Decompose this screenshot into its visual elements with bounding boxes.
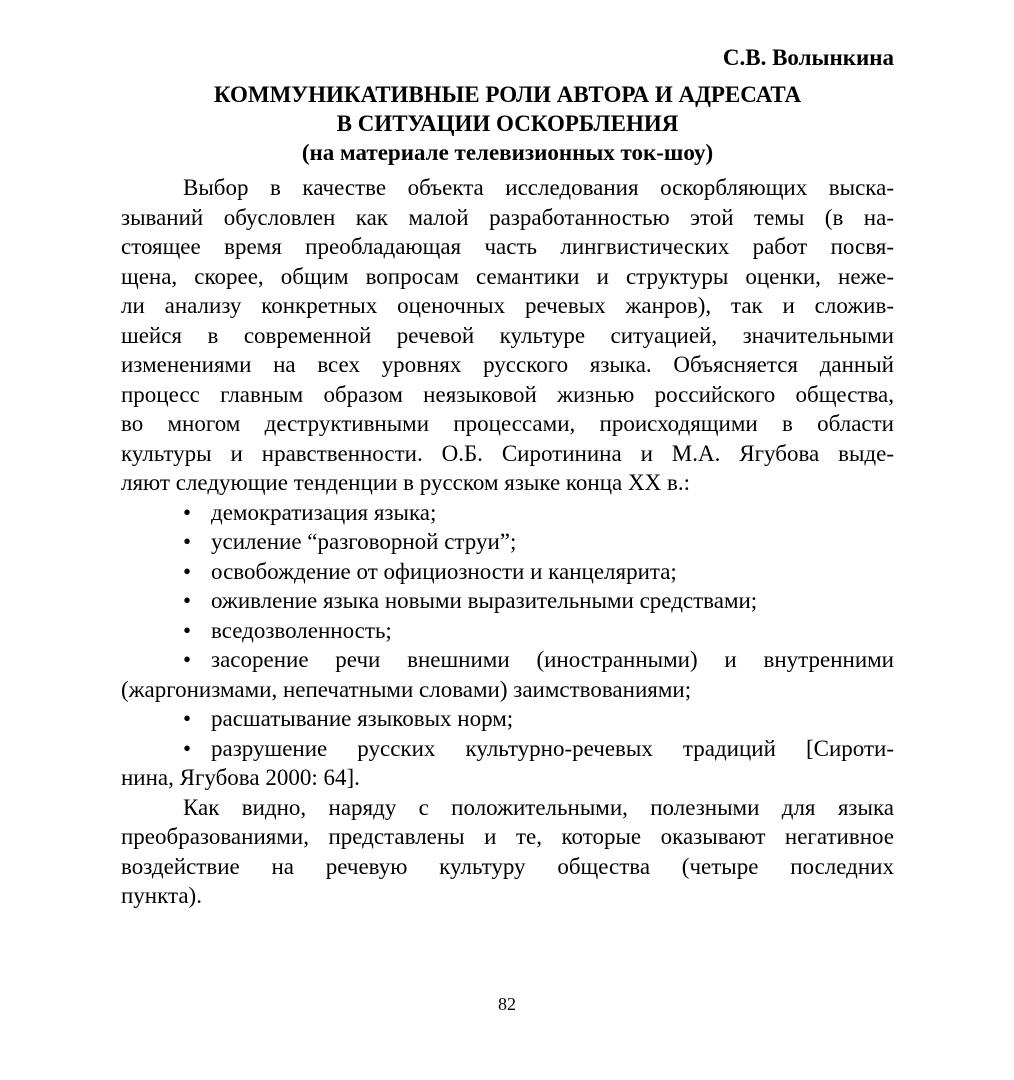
paragraph-line: пункта). <box>121 883 202 908</box>
bullet-text: разрушение русских культурно-речевых традиций [Сироти- <box>211 735 894 761</box>
bullet-marker: • <box>183 499 192 525</box>
bullet-text: засорение речи внешними (иностранными) и внутренними <box>211 647 894 672</box>
bullet-text: (жаргонизмами, непечатными словами) заимствованиями; <box>121 676 692 702</box>
article-title <box>121 80 894 167</box>
bullet-text: усиление “разговорной струи”; <box>211 529 517 554</box>
paragraph-line: стоящее время преобладающая часть лингвистических работ посвя- <box>121 234 894 259</box>
bullet-item <box>121 645 894 675</box>
paragraph-line: культуры и нравственности. О.Б. Сиротинина и М.А. Ягубова выде- <box>121 440 894 466</box>
bullet-item <box>121 704 894 734</box>
page-number: 82 <box>498 994 516 1014</box>
paragraph-line: Как видно, наряду с положительными, полезными для языка <box>183 794 894 820</box>
bullet-text: демократизация языка; <box>211 499 437 525</box>
bullet-marker: • <box>183 558 192 584</box>
bullet-item <box>121 616 894 646</box>
article-body <box>121 173 894 911</box>
title-subtitle: (на материале телевизионных ток-шоу) <box>301 140 714 165</box>
paragraph-line: воздействие на речевую культуру общества (четыре последних <box>121 853 894 879</box>
paragraph-line: ляют следующие тенденции в русском языке конца XX в.: <box>121 470 690 495</box>
bullet-item-continuation <box>121 763 894 793</box>
bullet-text: вседозволенность; <box>211 617 392 643</box>
bullet-marker: • <box>183 588 192 613</box>
title-line: В СИТУАЦИИ ОСКОРБЛЕНИЯ <box>336 111 679 136</box>
bullet-text: расшатывание языковых норм; <box>211 706 514 731</box>
bullet-item <box>121 586 894 616</box>
page-content <box>121 39 894 911</box>
author-name: С.В. Волынкина <box>722 45 894 70</box>
paragraph-line: ли анализу конкретных оценочных речевых жанров), так и сложив- <box>121 293 894 318</box>
paragraph-line: процесс главным образом неязыковой жизнью российского общества, <box>121 381 894 407</box>
bullet-item-continuation <box>121 675 894 705</box>
paragraph-line: во многом деструктивными процессами, происходящими в области <box>121 411 894 436</box>
title-line: КОММУНИКАТИВНЫЕ РОЛИ АВТОРА И АДРЕСАТА <box>213 82 802 107</box>
bullet-marker: • <box>183 529 192 554</box>
paragraph-line: изменениями на всех уровнях русского языка. Объясняется данный <box>121 352 894 377</box>
paragraph-line: шейся в современной речевой культуре ситуацией, значительными <box>121 322 894 348</box>
bullet-text: оживление языка новыми выразительными средствами; <box>211 588 758 613</box>
paragraph-line: зываний обусловлен как малой разработанностью этой темы (в на- <box>121 204 894 230</box>
bullet-marker: • <box>183 706 192 731</box>
bullet-item <box>121 557 894 587</box>
bullet-item <box>121 734 894 764</box>
paragraph-line: щена, скорее, общим вопросам семантики и структуры оценки, неже- <box>121 263 894 289</box>
bullet-marker: • <box>183 735 192 761</box>
bullet-item <box>121 527 894 557</box>
bullet-marker: • <box>183 617 192 643</box>
bullet-text: освобождение от официозности и канцелярита; <box>211 558 677 584</box>
bullet-marker: • <box>183 647 192 672</box>
bullet-text: нина, Ягубова 2000: 64]. <box>121 765 360 790</box>
paragraph-line: преобразованиями, представлены и те, которые оказывают негативное <box>121 824 894 849</box>
paragraph-line: Выбор в качестве объекта исследования оскорбляющих выска- <box>183 175 894 200</box>
bullet-item <box>121 498 894 528</box>
